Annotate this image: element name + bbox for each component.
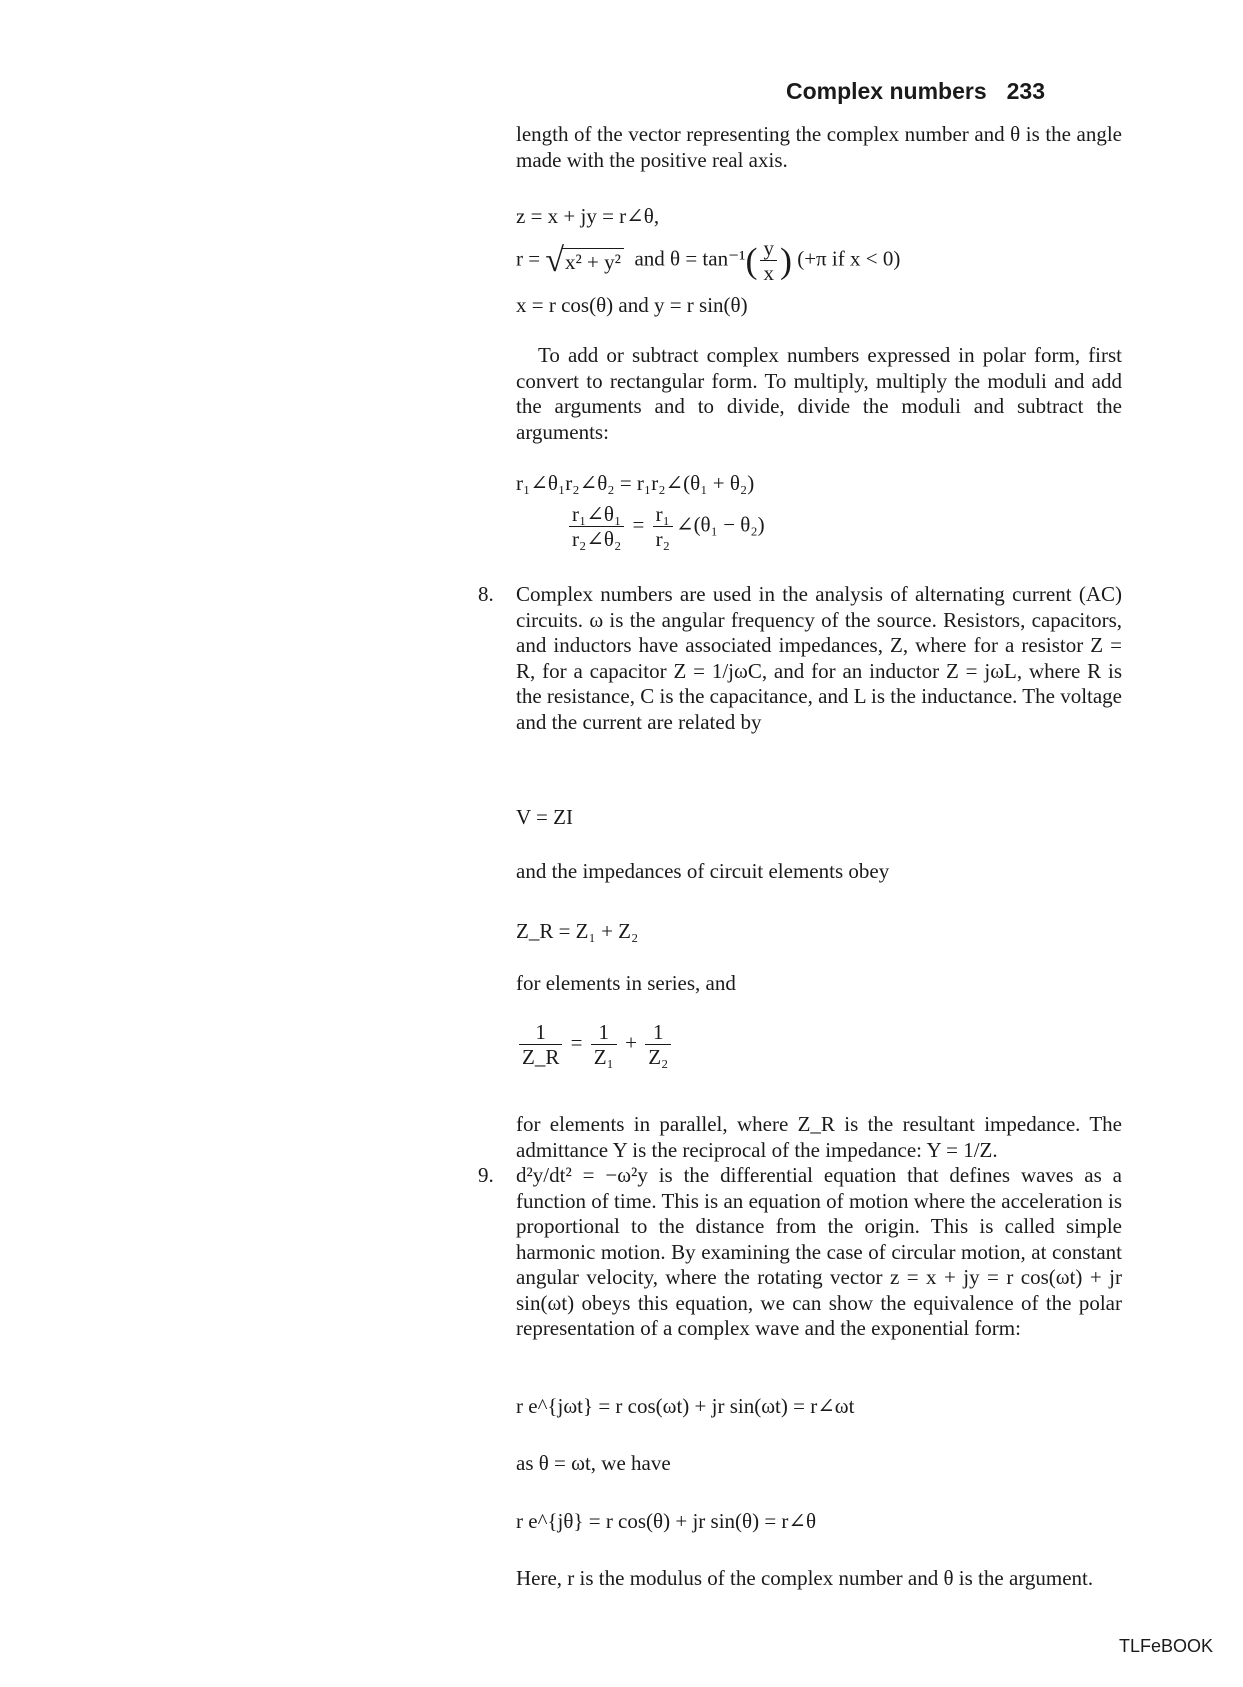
frac-numerator: 1 — [645, 1020, 671, 1045]
sqrt-expression: √x² + y² — [545, 246, 624, 275]
footer-watermark: TLFeBOOK — [1118, 1636, 1213, 1656]
equation-series-impedance: Z_R = Z₁ + Z₂ — [516, 919, 639, 943]
eq-pi-condition: (+π if x < 0) — [797, 246, 901, 271]
fraction-one-over-z1 — [591, 1020, 617, 1069]
frac-denominator: x — [763, 261, 774, 285]
angle-difference: ∠(θ₁ − θ₂) — [675, 512, 765, 537]
page-number: 233 — [1006, 78, 1045, 104]
frac-denominator: r₂ — [655, 527, 670, 551]
plus-sign: + — [625, 1030, 637, 1055]
frac-denominator: Z₁ — [593, 1045, 614, 1069]
list-item-number-8: 8. — [478, 582, 494, 606]
frac-denominator: r₂∠θ₂ — [572, 527, 622, 551]
frac-numerator: r₁∠θ₁ — [569, 502, 624, 527]
list-item-9-text: d²y/dt² = −ω²y is the differential equation that defines waves as a function of time. This is an equation of motion where the acceleration is proportional to the distance from the origin. This is called simple harmonic motion. By examining the case of circular motion, at constant angular velocity, where the rotating vector z = x + jy = r cos(ωt) + jr sin(ωt) obeys this equation, we can show the equivalence of the polar representation of a complex wave and the exponential form: — [516, 1163, 1122, 1340]
equation-modulus-argument: r = √x² + y² and θ = tan⁻¹( $\frac{y}{x}$ ) (+π if x < 0) — [516, 236, 901, 285]
equation-exponential-wt: r e^{jωt} = r cos(ωt) + jr sin(ωt) = r∠ωt — [516, 1394, 855, 1418]
frac-numerator: r₁ — [653, 502, 673, 527]
list-item-8-text: Complex numbers are used in the analysis of alternating current (AC) circuits. ω is the angular frequency of the source. Resistors, capacitors, and inductors have associated impedances, Z, where for a resistor Z = R, for a capacitor Z = 1/jωC, and for an inductor Z = jωL, where R is the resistance, C is the capacitance, and L is the inductance. The voltage and the current are related by — [516, 582, 1122, 734]
text-parallel: for elements in parallel, where Z_R is the resultant impedance. The admittance Y is the reciprocal of the impedance: Y = 1/Z. — [516, 1112, 1122, 1162]
intro-paragraph: length of the vector representing the complex number and θ is the angle made with the positive real axis. — [516, 122, 1122, 172]
equation-multiplication: r₁∠θ₁r₂∠θ₂ = r₁r₂∠(θ₁ + θ₂) — [516, 471, 755, 495]
text-impedances-obey: and the impedances of circuit elements obey — [516, 859, 890, 883]
fraction-polar-quotient — [569, 502, 624, 551]
header-title: Complex numbers — [785, 78, 987, 104]
fraction-y-over-x — [760, 236, 777, 285]
fraction-one-over-z2 — [645, 1020, 671, 1069]
text-series: for elements in series, and — [516, 971, 736, 995]
fraction-modulus-quotient — [653, 502, 673, 551]
equation-polar-form: z = x + jy = r∠θ, — [516, 204, 660, 228]
text-modulus-argument: Here, r is the modulus of the complex number and θ is the argument. — [516, 1566, 1094, 1590]
equation-parallel-impedance — [516, 1020, 1122, 1069]
frac-numerator: y — [760, 236, 777, 261]
list-item-number-9: 9. — [478, 1163, 494, 1187]
equals-sign: = — [570, 1030, 583, 1055]
frac-denominator: Z_R — [522, 1045, 560, 1069]
sqrt-radicand: x² + y² — [562, 248, 624, 275]
frac-denominator: Z₂ — [648, 1045, 669, 1069]
running-header — [786, 78, 1045, 105]
fraction-one-over-zr — [519, 1020, 562, 1069]
equation-ohms-law: V = ZI — [516, 805, 573, 829]
frac-numerator: 1 — [519, 1020, 562, 1045]
equals-sign: = — [632, 512, 645, 537]
equation-exponential-theta: r e^{jθ} = r cos(θ) + jr sin(θ) = r∠θ — [516, 1509, 817, 1533]
frac-numerator: 1 — [591, 1020, 617, 1045]
equation-rectangular-components: x = r cos(θ) and y = r sin(θ) — [516, 293, 748, 317]
operations-paragraph: To add or subtract complex numbers expressed in polar form, first convert to rectangular form. To multiply, multiply the moduli and add the arguments and to divide, divide the moduli and subtract the arguments: — [516, 343, 1122, 444]
text-as-theta: as θ = ωt, we have — [516, 1451, 671, 1475]
equation-division — [566, 502, 765, 551]
eq-r-equals: r = — [516, 246, 541, 271]
eq-theta-arctan: and θ = tan⁻¹ — [634, 246, 746, 271]
